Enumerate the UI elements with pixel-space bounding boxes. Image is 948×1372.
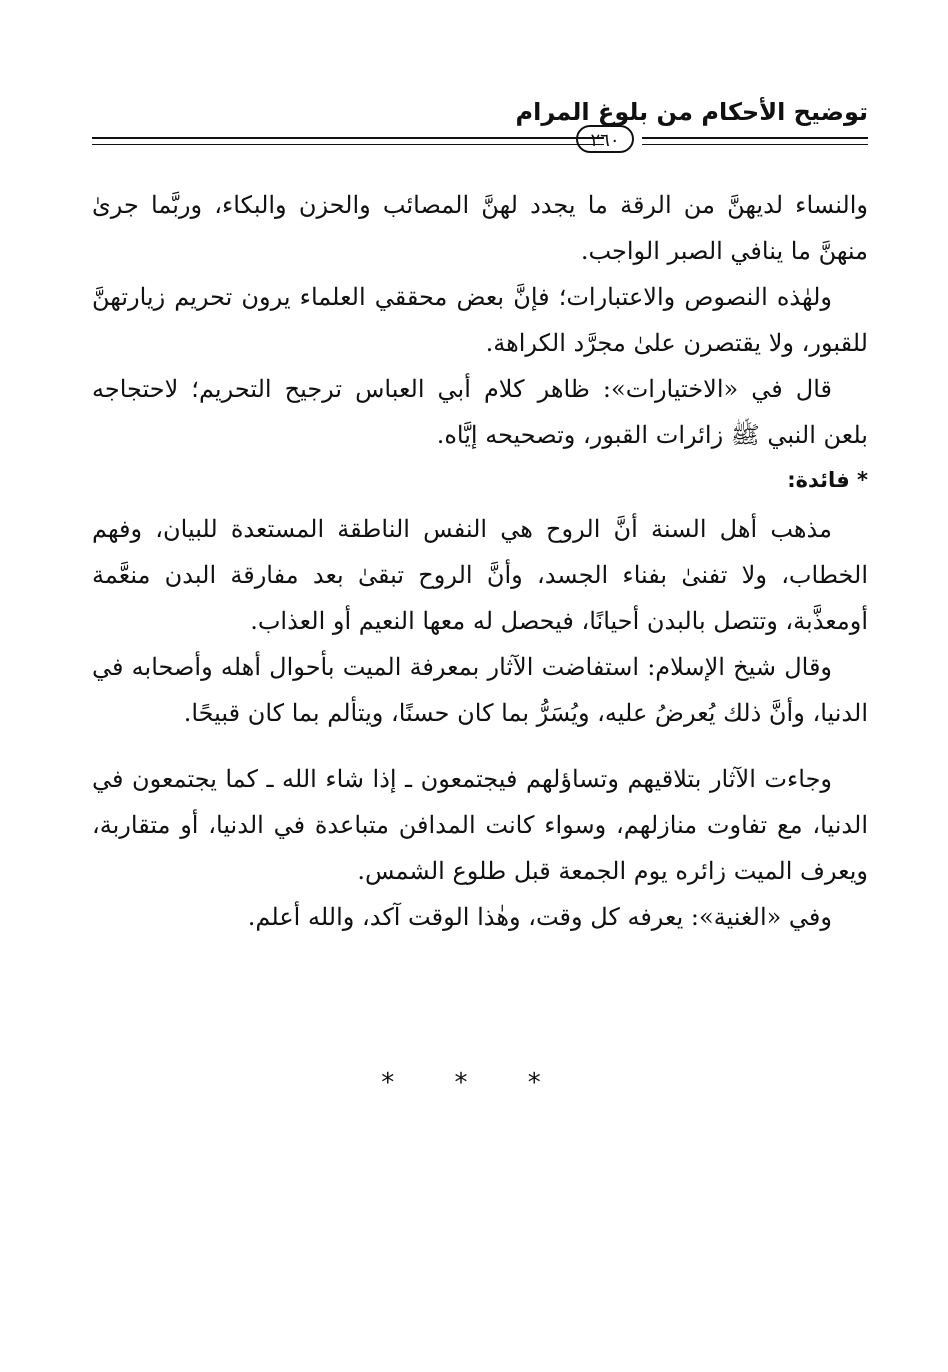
- book-title: توضيح الأحكام من بلوغ المرام: [515, 98, 868, 126]
- header-rule-right: [642, 137, 868, 139]
- header-rule-left: [92, 137, 604, 139]
- page-number: ٢٦٠: [576, 125, 634, 153]
- faida-heading: * فائدة:: [787, 468, 868, 492]
- paragraph: ولهٰذه النصوص والاعتبارات؛ فإنَّ بعض محققي العلماء يرون تحريم زيارتهنَّ للقبور، ولا يقتصرن علىٰ مجرَّد الكراهة.: [92, 283, 868, 357]
- paragraph: قال في «الاختيارات»: ظاهر كلام أبي العباس ترجيح التحريم؛ لاحتجاجه بلعن النبي ﷺ زائرات القبور، وتصحيحه إيَّاه.: [92, 375, 868, 449]
- paragraph: مذهب أهل السنة أنَّ الروح هي النفس الناطقة المستعدة للبيان، وفهم الخطاب، ولا تفنىٰ بفناء الجسد، وأنَّ الروح تبقىٰ بعد مفارقة البدن منعَّمة أومعذَّبة، وتتصل بالبدن أحيانًا، فيحصل له معها النعيم أو العذاب.: [92, 515, 868, 635]
- paragraph: وقال شيخ الإسلام: استفاضت الآثار بمعرفة الميت بأحوال أهله وأصحابه في الدنيا، وأنَّ ذلك يُعرضُ عليه، ويُسَرُّ بما كان حسنًا، ويتألم بما كان قبيحًا.: [92, 653, 868, 727]
- paragraph: وفي «الغنية»: يعرفه كل وقت، وهٰذا الوقت آكد، والله أعلم.: [247, 903, 832, 931]
- page-header: [92, 95, 868, 165]
- header-rule-left-thin: [92, 144, 604, 145]
- paragraph: وجاءت الآثار بتلاقيهم وتساؤلهم فيجتمعون ـ إذا شاء الله ـ كما يجتمعون في الدنيا، مع تفاوت منازلهم، وسواء كانت المدافن متباعدة في الدنيا، أو متقاربة، ويعرف الميت زائره يوم الجمعة قبل طلوع الشمس.: [92, 765, 868, 885]
- header-rule-right-thin: [642, 144, 868, 145]
- paragraph: والنساء لديهنَّ من الرقة ما يجدد لهنَّ المصائب والحزن والبكاء، وربَّما جرىٰ منهنَّ ما ينافي الصبر الواجب.: [92, 191, 868, 265]
- section-separator: * * *: [381, 1068, 567, 1098]
- page-content: [92, 182, 868, 940]
